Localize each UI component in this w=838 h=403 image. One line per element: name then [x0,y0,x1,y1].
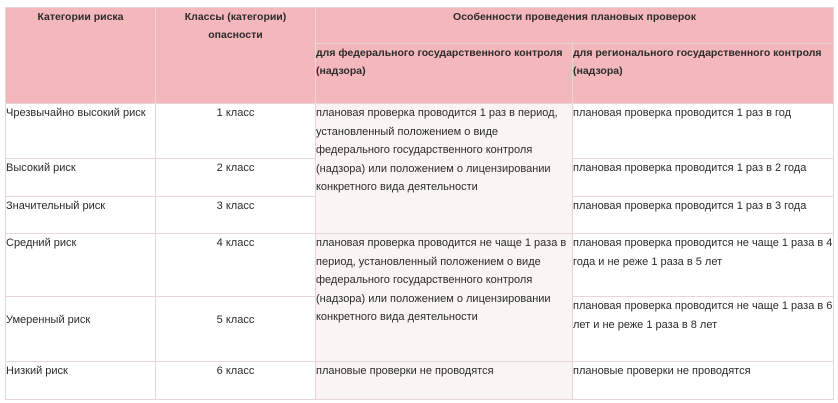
header-federal: для федерального государственного контроля (надзора) [316,44,573,104]
header-category: Категории риска [6,8,156,104]
federal-inspection-cell: плановая проверка проводится не чаще 1 раза в период, установленный положением о виде федерального государственного контроля (надзора) или положением о лицензировании конкретного вида деятельности [316,234,573,362]
regional-inspection-cell: плановая проверка проводится 1 раз в 2 года [573,159,834,197]
risk-category-cell: Значительный риск [6,197,156,234]
risk-category-cell: Чрезвычайно высокий риск [6,104,156,159]
table-row [6,234,834,297]
table-row [6,104,834,159]
hazard-class-cell: 1 класс [156,104,316,159]
hazard-class-cell: 6 класс [156,362,316,400]
table-row [6,362,834,400]
regional-inspection-cell: плановая проверка проводится 1 раз в 3 года [573,197,834,234]
hazard-class-cell: 4 класс [156,234,316,297]
federal-inspection-cell: плановая проверка проводится 1 раз в период, установленный положением о виде федерального государственного контроля (надзора) или положением о лицензировании конкретного вида деятельности [316,104,573,234]
header-inspection-features: Особенности проведения плановых проверок [316,8,834,44]
regional-inspection-cell: плановые проверки не проводятся [573,362,834,400]
risk-classification-table [5,7,834,400]
federal-inspection-cell: плановые проверки не проводятся [316,362,573,400]
regional-inspection-cell: плановая проверка проводится не чаще 1 раза в 6 лет и не реже 1 раза в 8 лет [573,297,834,362]
regional-inspection-cell: плановая проверка проводится 1 раз в год [573,104,834,159]
regional-inspection-cell: плановая проверка проводится не чаще 1 раза в 4 года и не реже 1 раза в 5 лет [573,234,834,297]
header-class [156,8,316,104]
hazard-class-cell: 2 класс [156,159,316,197]
risk-category-cell: Высокий риск [6,159,156,197]
hazard-class-cell: 3 класс [156,197,316,234]
risk-category-cell: Средний риск [6,234,156,297]
header-regional: для регионального государственного контроля (надзора) [573,44,834,104]
header-row-1 [6,8,834,44]
risk-category-cell: Умеренный риск [6,297,156,362]
risk-category-cell: Низкий риск [6,362,156,400]
header-class-label: Классы (категории) опасности [184,11,287,41]
hazard-class-cell: 5 класс [156,297,316,362]
